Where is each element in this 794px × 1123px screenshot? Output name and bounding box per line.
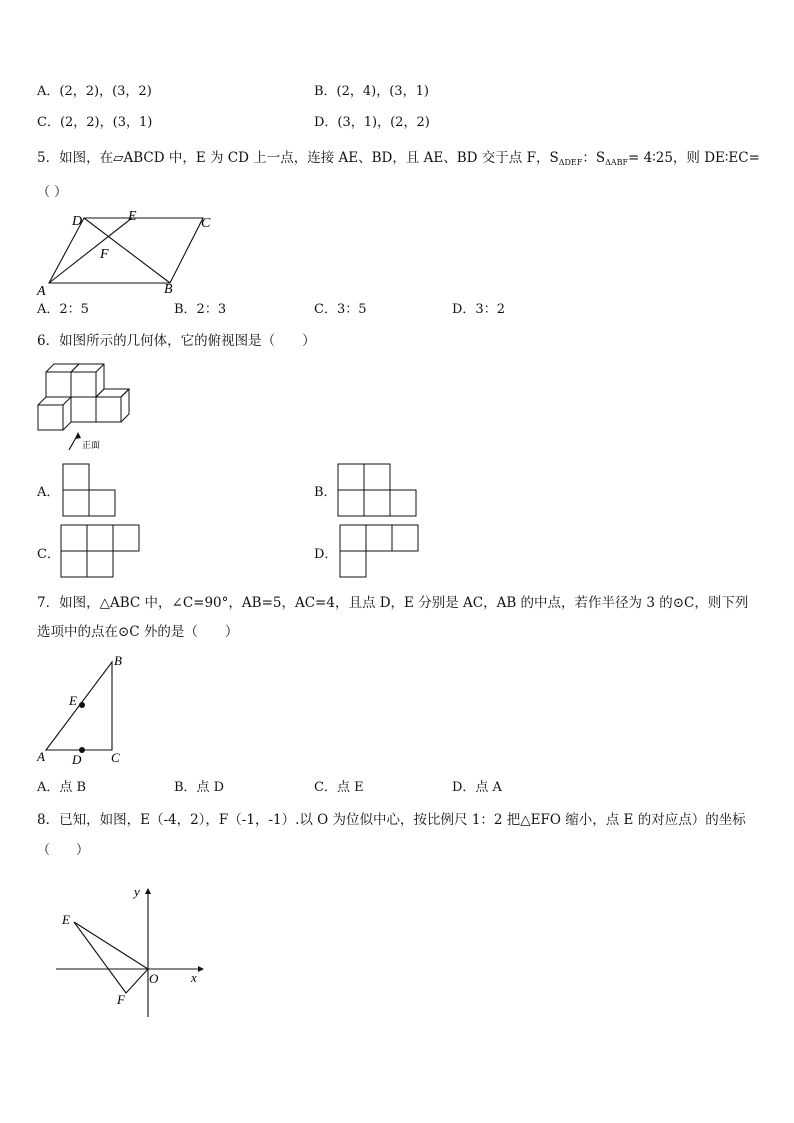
q6-option-b-figure [337, 463, 419, 519]
label-f: F [100, 247, 109, 262]
q5-option-c: C．3：5 [314, 302, 367, 317]
q6-option-d: D． [314, 547, 338, 562]
x-axis-arrow [198, 966, 204, 972]
triangle-efo [74, 922, 148, 993]
q7-stem-line2: 选项中的点在⊙C 外的是（ ） [37, 624, 239, 640]
label-a: A [37, 749, 45, 764]
front-arrow-head [75, 432, 81, 439]
point-e [79, 702, 85, 708]
q7-option-b: B．点 D [174, 780, 225, 795]
parallelogram-symbol: ▱ [113, 150, 124, 166]
q4-option-c: C．(2，2)，(3，1) [37, 115, 153, 130]
area-def: S [549, 150, 559, 166]
q5-text-part2: ABCD 中，E 为 CD 上一点，连接 AE、BD，且 AE、BD 交于点 F， [123, 150, 550, 166]
q7-option-c: C．点 E [314, 780, 364, 795]
q7-triangle-figure [34, 650, 134, 770]
area-def-sub: ΔDEF [558, 158, 583, 167]
label-c: C [111, 750, 120, 765]
q6-option-c-figure [60, 524, 142, 580]
q5-text-part1: 5．如图，在 [37, 150, 114, 166]
q5-option-d: D．3：2 [452, 302, 505, 317]
area-abf: S [595, 150, 606, 166]
label-a: A [37, 284, 46, 299]
label-b: B [164, 282, 173, 297]
area-abf-sub: ΔABF [605, 158, 629, 167]
q6-option-d-figure [339, 524, 421, 580]
q8-stem-line1: 8．已知，如图，E（-4，2），F（-1，-1）.以 O 为位似中心，按比例尺 1：2 把△EFO 缩小，点 E 的对应点）的坐标 [37, 812, 746, 828]
q5-option-a: A．2：5 [37, 302, 89, 317]
area-sep: ： [582, 150, 596, 166]
q6-stem: 6．如图所示的几何体，它的俯视图是（ ） [37, 333, 316, 349]
q8-stem-line2: （ ） [37, 843, 90, 858]
q5-answer-paren: （ ） [37, 185, 68, 200]
label-x: x [191, 970, 197, 985]
label-d: D [72, 752, 82, 767]
y-axis-arrow [145, 888, 151, 894]
q4-option-b: B．(2，4)，(3，1) [314, 84, 429, 99]
q5-stem [37, 150, 760, 171]
label-f: F [117, 992, 125, 1007]
q4-option-d: D．(3，1)，(2，2) [314, 115, 430, 130]
q6-option-c: C． [37, 547, 60, 562]
q6-option-b: B． [314, 485, 337, 500]
label-e: E [128, 209, 137, 224]
q6-option-a-figure [62, 463, 118, 519]
q6-option-a: A． [37, 485, 60, 500]
q5-option-b: B．2：3 [174, 302, 227, 317]
q7-option-a: A．点 B [37, 780, 87, 795]
label-c: C [201, 216, 211, 231]
q6-cube-solid-figure [36, 362, 136, 454]
segment-ae [49, 218, 132, 283]
segment-bd [84, 218, 170, 283]
label-o: O [149, 971, 159, 986]
q7-stem-line1: 7．如图，△ABC 中，∠C=90°，AB=5，AC=4，且点 D，E 分别是 AC，AB 的中点，若作半径为 3 的⊙C，则下列 [37, 595, 749, 611]
label-y: y [134, 884, 140, 899]
q5-ratio-tail: = 4∶25，则 DE∶EC= [628, 150, 760, 166]
q7-option-d: D．点 A [452, 780, 502, 795]
label-d: D [72, 214, 83, 229]
q8-coordinate-figure [50, 880, 210, 1025]
front-label: 正面 [82, 440, 101, 450]
label-b: B [114, 653, 122, 668]
q4-option-a: A．(2，2)，(3，2) [37, 84, 152, 99]
q5-parallelogram-figure [30, 205, 230, 300]
label-e: E [62, 912, 70, 927]
triangle-abc [46, 662, 112, 750]
label-e: E [69, 693, 77, 708]
